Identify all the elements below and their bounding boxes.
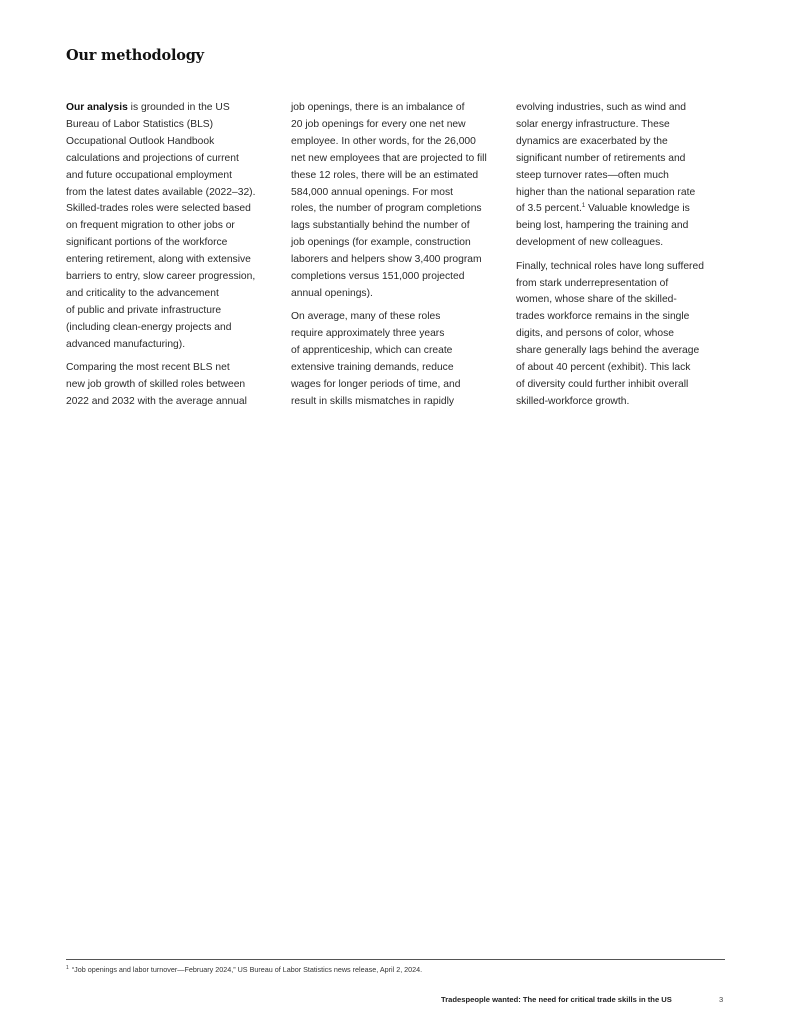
paragraph-finally bbox=[516, 259, 728, 411]
text-line: barriers to entry, slow career progression, bbox=[66, 271, 256, 283]
footnote-marker: 1 bbox=[66, 965, 69, 971]
text-line: Skilled-trades roles were selected based bbox=[66, 203, 251, 215]
text-line: advanced manufacturing). bbox=[66, 338, 186, 350]
text-line: job openings (for example, construction bbox=[291, 237, 471, 249]
text-line: of apprenticeship, which can create bbox=[291, 345, 453, 357]
text-line: trades workforce remains in the single bbox=[516, 311, 690, 323]
text-line: net new employees that are projected to fill bbox=[291, 152, 487, 164]
text-line: share generally lags behind the average bbox=[516, 345, 700, 357]
text-column-3 bbox=[516, 100, 728, 417]
text-line: these 12 roles, there will be an estimated bbox=[291, 169, 479, 181]
text-line: 584,000 annual openings. For most bbox=[291, 186, 454, 198]
text-line: job openings, there is an imbalance of bbox=[291, 102, 465, 113]
text-line: Bureau of Labor Statistics (BLS) bbox=[66, 118, 214, 130]
text-line: of public and private infrastructure bbox=[66, 304, 222, 316]
paragraph-on-average bbox=[291, 309, 503, 410]
text-line: women, whose share of the skilled- bbox=[516, 294, 677, 306]
text-line: being lost, hampering the training and bbox=[516, 220, 689, 232]
text-line: roles, the number of program completions bbox=[291, 203, 482, 215]
text-line: Finally, technical roles have long suffered bbox=[516, 260, 704, 272]
text-line: new job growth of skilled roles between bbox=[66, 379, 246, 390]
text-line: Our analysis is grounded in the US bbox=[66, 102, 230, 113]
text-line: Comparing the most recent BLS net bbox=[66, 362, 230, 374]
page-number: 3 bbox=[719, 995, 724, 1004]
text-line: solar energy infrastructure. These bbox=[516, 118, 670, 130]
text-line: skilled-workforce growth. bbox=[516, 395, 630, 407]
text-column-2 bbox=[291, 100, 503, 417]
text-line: result in skills mismatches in rapidly bbox=[291, 395, 455, 407]
text-line: steep turnover rates—often much bbox=[516, 169, 669, 181]
text-line: entering retirement, along with extensive bbox=[66, 254, 251, 266]
text-line: lags substantially behind the number of bbox=[291, 220, 470, 232]
text-line: and criticality to the advancement bbox=[66, 287, 219, 299]
text-line: extensive training demands, reduce bbox=[291, 362, 454, 374]
text-line: from stark underrepresentation of bbox=[516, 277, 669, 289]
page-title: Our methodology bbox=[66, 47, 204, 64]
text-line: completions versus 151,000 projected bbox=[291, 271, 465, 283]
text-line: require approximately three years bbox=[291, 328, 445, 340]
paragraph-evolving-industries bbox=[516, 100, 728, 252]
text-column-1 bbox=[66, 100, 278, 417]
footnote bbox=[66, 965, 422, 974]
text-line: of diversity could further inhibit overall bbox=[516, 379, 689, 390]
text-line: On average, many of these roles bbox=[291, 311, 441, 323]
text-line: 20 job openings for every one net new bbox=[291, 118, 466, 130]
text-line: on frequent migration to other jobs or bbox=[66, 220, 235, 232]
text-line: Occupational Outlook Handbook bbox=[66, 135, 215, 147]
paragraph-job-openings bbox=[291, 100, 503, 303]
text-line: significant portions of the workforce bbox=[66, 237, 228, 249]
text-line: 2022 and 2032 with the average annual bbox=[66, 395, 247, 407]
text-line: dynamics are exacerbated by the bbox=[516, 135, 668, 147]
running-footer-title: Tradespeople wanted: The need for critical trade skills in the US bbox=[441, 995, 672, 1004]
text-line: development of new colleagues. bbox=[516, 237, 664, 249]
text-line: of 3.5 percent.$^1$ Valuable knowledge is bbox=[516, 203, 690, 215]
text-line: and future occupational employment bbox=[66, 169, 232, 181]
text-line: evolving industries, such as wind and bbox=[516, 102, 686, 113]
footnote-text: “Job openings and labor turnover—February 2024,” US Bureau of Labor Statistics news release, April 2, 2024. bbox=[71, 965, 423, 974]
text-line: calculations and projections of current bbox=[66, 152, 239, 164]
paragraph-our-analysis bbox=[66, 100, 278, 354]
text-line: (including clean-energy projects and bbox=[66, 321, 232, 333]
text-line: wages for longer periods of time, and bbox=[291, 379, 461, 390]
text-line: higher than the national separation rate bbox=[516, 186, 696, 198]
text-line: from the latest dates available (2022–32). bbox=[66, 186, 256, 198]
text-line: digits, and persons of color, whose bbox=[516, 328, 674, 340]
paragraph-comparing bbox=[66, 360, 278, 411]
footnote-reference-1[interactable]: 1 bbox=[581, 203, 586, 210]
text-line: of about 40 percent (exhibit). This lack bbox=[516, 362, 691, 374]
text-line: laborers and helpers show 3,400 program bbox=[291, 254, 482, 266]
text-line: employee. In other words, for the 26,000 bbox=[291, 135, 476, 147]
text-line: annual openings). bbox=[291, 287, 373, 299]
footnote-divider bbox=[66, 959, 725, 960]
text-line: significant number of retirements and bbox=[516, 152, 686, 164]
lead-in-our-analysis: Our analysis bbox=[66, 102, 128, 113]
